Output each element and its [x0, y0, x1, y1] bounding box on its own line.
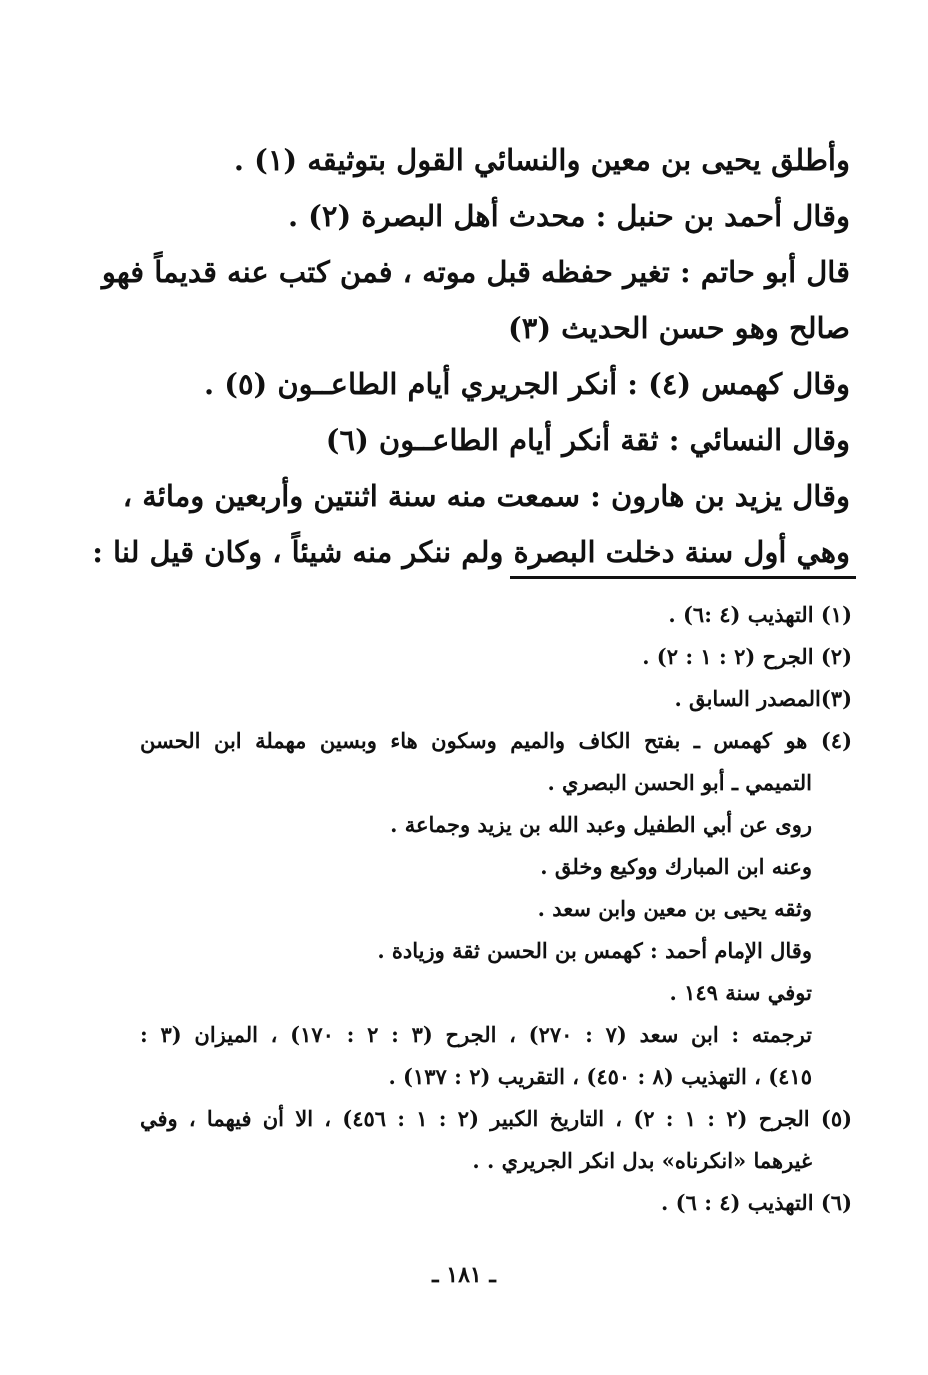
footnotes	[140, 594, 852, 1224]
footnote-4-line-6: وقال الإمام أحمد : كهمس بن الحسن ثقة وزيادة .	[377, 938, 812, 963]
footnote-4-line-5: وثقه يحيى بن معين وابن سعد .	[537, 896, 812, 921]
body-line-3: قال أبو حاتم : تغير حفظه قبل موته ، فمن كتب عنه قديماً فهو	[101, 255, 850, 289]
body-line-1: وأطلق يحيى بن معين والنسائي القول بتوثيقه (١) .	[233, 143, 850, 177]
body-line-2: وقال أحمد بن حنبل : محدث أهل البصرة (٢) .	[287, 199, 850, 233]
footnote-4: (٤) هو كهمس ـ بفتح الكاف والميم وسكون هاء وبسين مهملة ابن الحسن	[140, 728, 852, 753]
footnote-1: (١) التهذيب (٤ :٦) .	[668, 602, 852, 627]
footnote-5-line-2: غيرهما «انكرناه» بدل انكر الجريري . .	[472, 1148, 812, 1173]
footnote-separator	[510, 576, 856, 579]
main-text	[92, 132, 850, 580]
footnote-4-line-2: التميمي ـ أبو الحسن البصري .	[547, 770, 812, 795]
footnote-4-line-3: روى عن أبي الطفيل وعبد الله بن يزيد وجماعة .	[390, 812, 812, 837]
body-line-4: صالح وهو حسن الحديث (٣)	[508, 311, 850, 345]
footnote-3: (٣)المصدر السابق .	[674, 686, 852, 711]
footnote-4-line-4: وعنه ابن المبارك ووكيع وخلق .	[540, 854, 812, 879]
body-line-8: وهي أول سنة دخلت البصرة ولم ننكر منه شيئاً ، وكان قيل لنا :	[92, 535, 850, 569]
footnote-4-line-8: ترجمته : ابن سعد (٧ : ٢٧٠) ، الجرح (٣ : ٢ : ١٧٠) ، الميزان (٣ :	[140, 1022, 813, 1047]
footnote-4-line-9: ٤١٥) ، التهذيب (٨ : ٤٥٠) ، التقريب (٢ : ١٣٧) .	[388, 1064, 812, 1089]
footnote-2: (٢) الجرح (٢ : ١ : ٢) .	[642, 644, 852, 669]
page-number: ـ ١٨١ ـ	[432, 1262, 496, 1288]
body-line-5: وقال كهمس (٤) : أنكر الجريري أيام الطاعــون (٥) .	[204, 367, 850, 401]
body-line-7: وقال يزيد بن هارون : سمعت منه سنة اثنتين وأربعين ومائة ،	[122, 479, 850, 513]
footnote-4-line-7: توفي سنة ١٤٩ .	[669, 980, 812, 1005]
footnote-6: (٦) التهذيب (٤ : ٦) .	[661, 1190, 852, 1215]
body-line-6: وقال النسائي : ثقة أنكر أيام الطاعــون (٦)	[325, 423, 850, 457]
footnote-5: (٥) الجرح (٢ : ١ : ٢) ، التاريخ الكبير (٢ : ١ : ٤٥٦) ، الا أن فيهما ، وفي	[140, 1106, 853, 1131]
